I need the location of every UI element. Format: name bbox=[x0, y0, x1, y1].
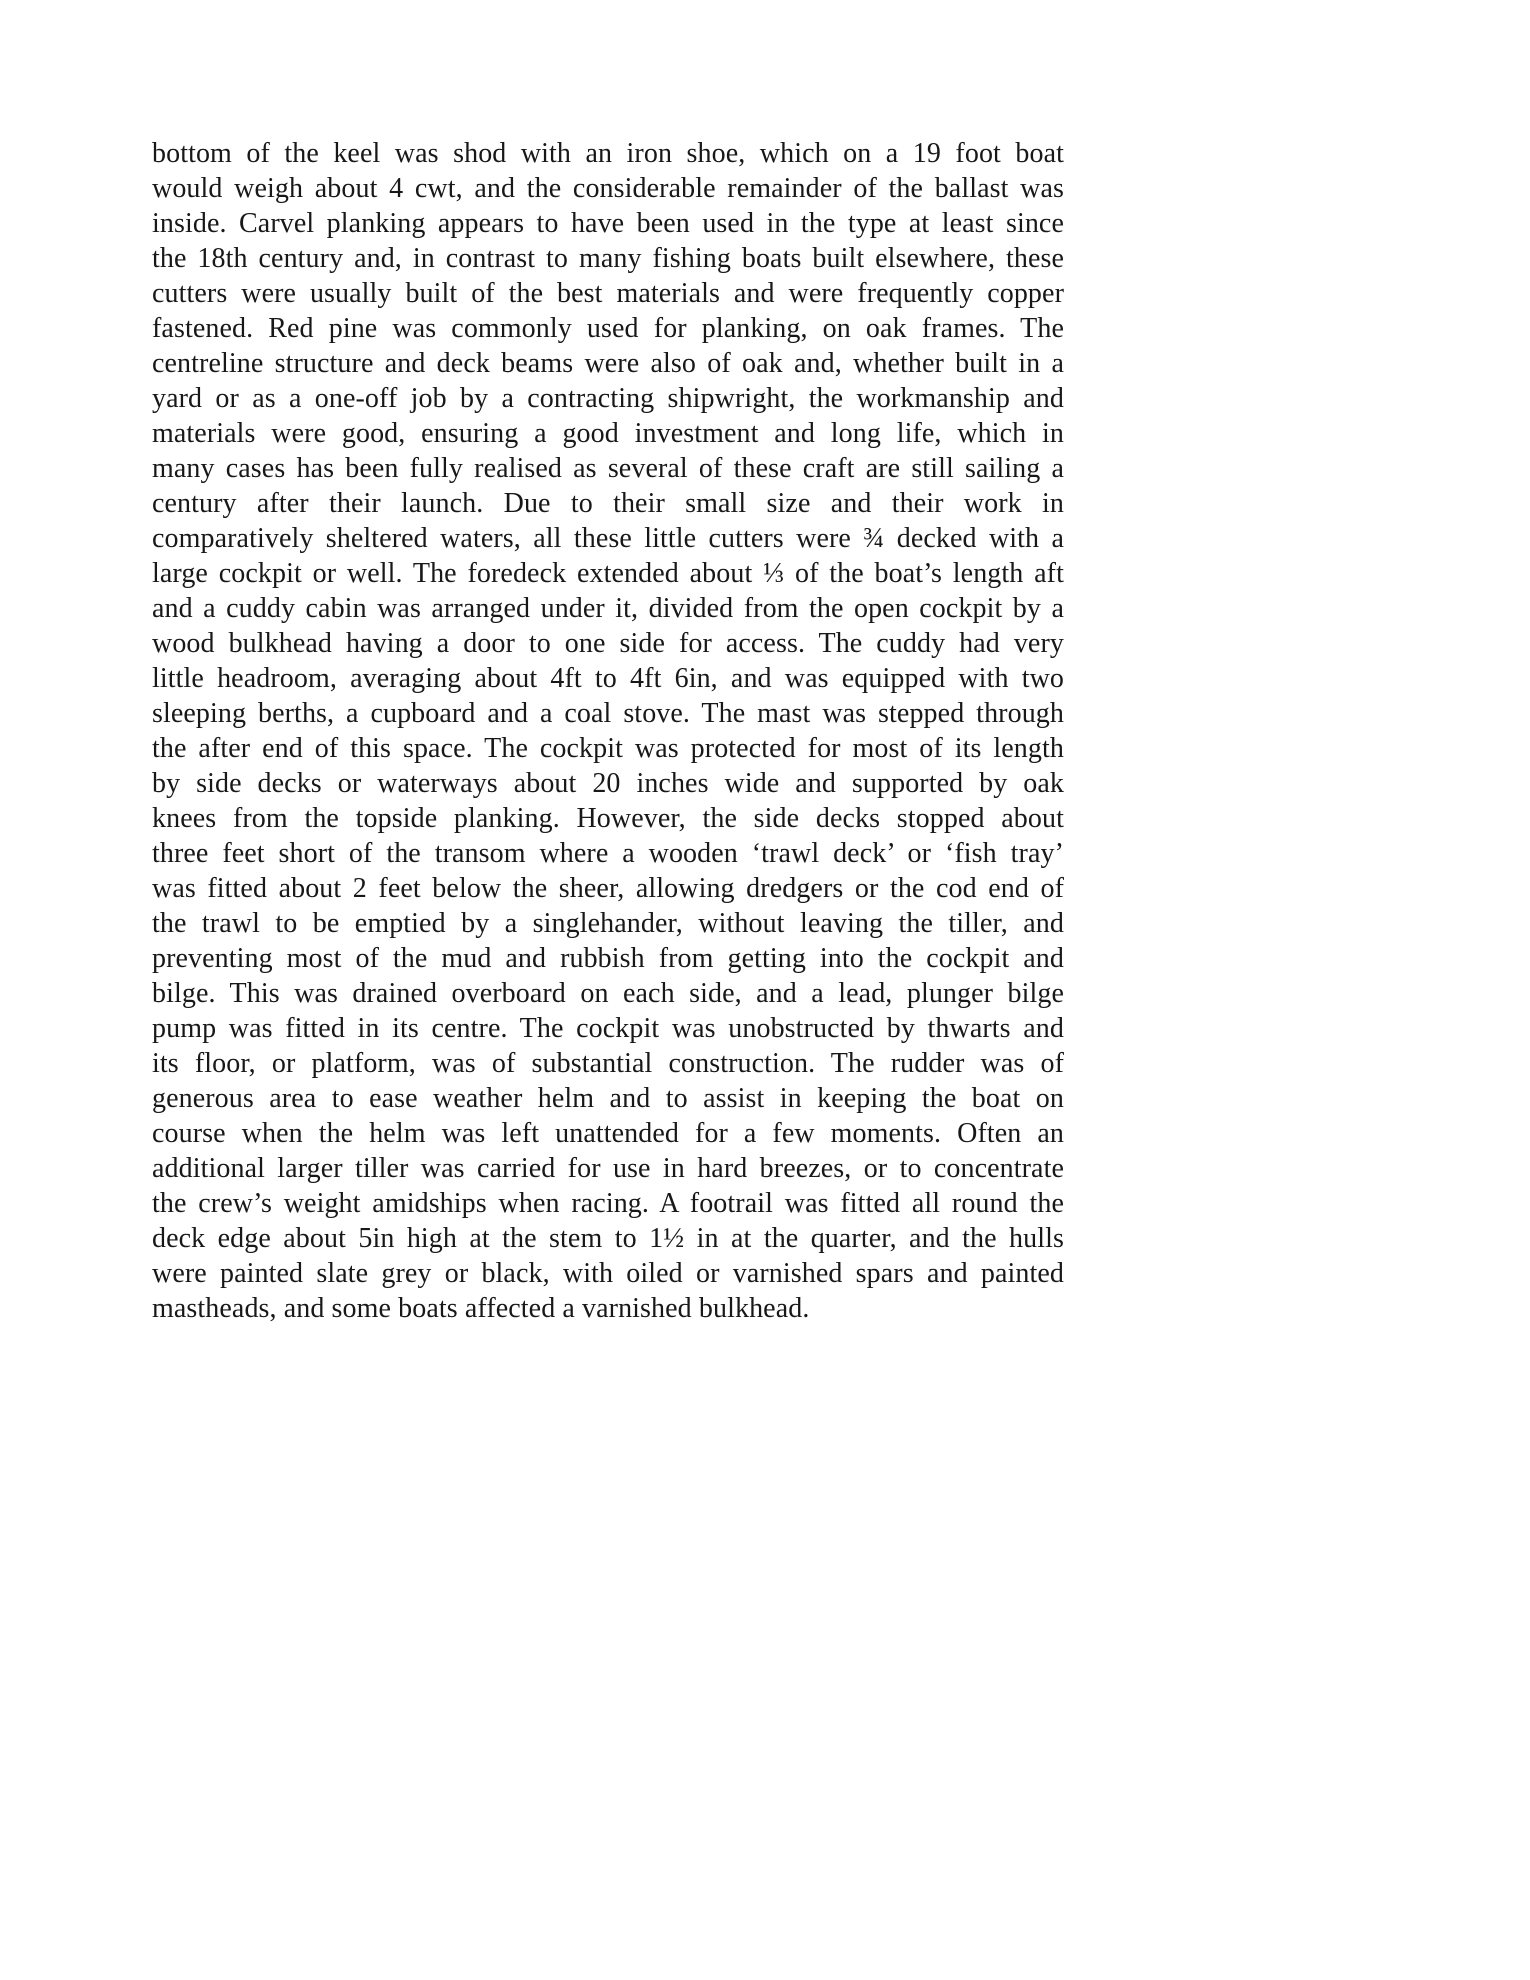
text-line: bilge. This was drained overboard on each side, and a lead, plunger bilge bbox=[152, 978, 1064, 1009]
text-line: comparatively sheltered waters, all these little cutters were ¾ decked with a bbox=[152, 523, 1064, 554]
text-line: materials were good, ensuring a good investment and long life, which in bbox=[152, 418, 1064, 449]
text-line: many cases has been fully realised as several of these craft are still sailing a bbox=[152, 453, 1064, 484]
text-line: the trawl to be emptied by a singlehander, without leaving the tiller, and bbox=[152, 908, 1064, 939]
text-line: centreline structure and deck beams were also of oak and, whether built in a bbox=[152, 348, 1064, 379]
text-line: preventing most of the mud and rubbish from getting into the cockpit and bbox=[152, 943, 1064, 974]
text-line: pump was fitted in its centre. The cockpit was unobstructed by thwarts and bbox=[152, 1013, 1064, 1044]
text-line: deck edge about 5in high at the stem to 1½ in at the quarter, and the hulls bbox=[152, 1223, 1064, 1254]
text-line: bottom of the keel was shod with an iron shoe, which on a 19 foot boat bbox=[152, 138, 1064, 169]
text-line: were painted slate grey or black, with oiled or varnished spars and painted bbox=[152, 1258, 1064, 1289]
text-line: the crew’s weight amidships when racing. A footrail was fitted all round the bbox=[152, 1188, 1064, 1219]
text-line: and a cuddy cabin was arranged under it, divided from the open cockpit by a bbox=[152, 593, 1064, 624]
text-line: century after their launch. Due to their small size and their work in bbox=[152, 488, 1064, 519]
text-line: three feet short of the transom where a wooden ‘trawl deck’ or ‘fish tray’ bbox=[152, 838, 1064, 869]
text-line: the 18th century and, in contrast to many fishing boats built elsewhere, these bbox=[152, 243, 1064, 274]
text-line: the after end of this space. The cockpit was protected for most of its length bbox=[152, 733, 1064, 764]
text-line: inside. Carvel planking appears to have been used in the type at least since bbox=[152, 208, 1064, 239]
text-line: yard or as a one-off job by a contracting shipwright, the workmanship and bbox=[152, 383, 1064, 414]
text-line: by side decks or waterways about 20 inches wide and supported by oak bbox=[152, 768, 1064, 799]
text-line: large cockpit or well. The foredeck extended about ⅓ of the boat’s length aft bbox=[152, 558, 1064, 589]
text-line: additional larger tiller was carried for use in hard breezes, or to concentrate bbox=[152, 1153, 1064, 1184]
text-line: fastened. Red pine was commonly used for planking, on oak frames. The bbox=[152, 313, 1064, 344]
text-line: was fitted about 2 feet below the sheer, allowing dredgers or the cod end of bbox=[152, 873, 1064, 904]
text-line: course when the helm was left unattended for a few moments. Often an bbox=[152, 1118, 1064, 1149]
text-line: would weigh about 4 cwt, and the considerable remainder of the ballast was bbox=[152, 173, 1064, 204]
text-line: cutters were usually built of the best materials and were frequently copper bbox=[152, 278, 1064, 309]
text-line: wood bulkhead having a door to one side for access. The cuddy had very bbox=[152, 628, 1064, 659]
text-line: generous area to ease weather helm and to assist in keeping the boat on bbox=[152, 1083, 1064, 1114]
text-line: sleeping berths, a cupboard and a coal stove. The mast was stepped through bbox=[152, 698, 1064, 729]
text-line: its floor, or platform, was of substantial construction. The rudder was of bbox=[152, 1048, 1064, 1079]
text-line: knees from the topside planking. However, the side decks stopped about bbox=[152, 803, 1064, 834]
text-line: mastheads, and some boats affected a varnished bulkhead. bbox=[152, 1293, 810, 1324]
body-text-paragraph bbox=[152, 136, 1064, 1326]
text-line: little headroom, averaging about 4ft to 4ft 6in, and was equipped with two bbox=[152, 663, 1064, 694]
